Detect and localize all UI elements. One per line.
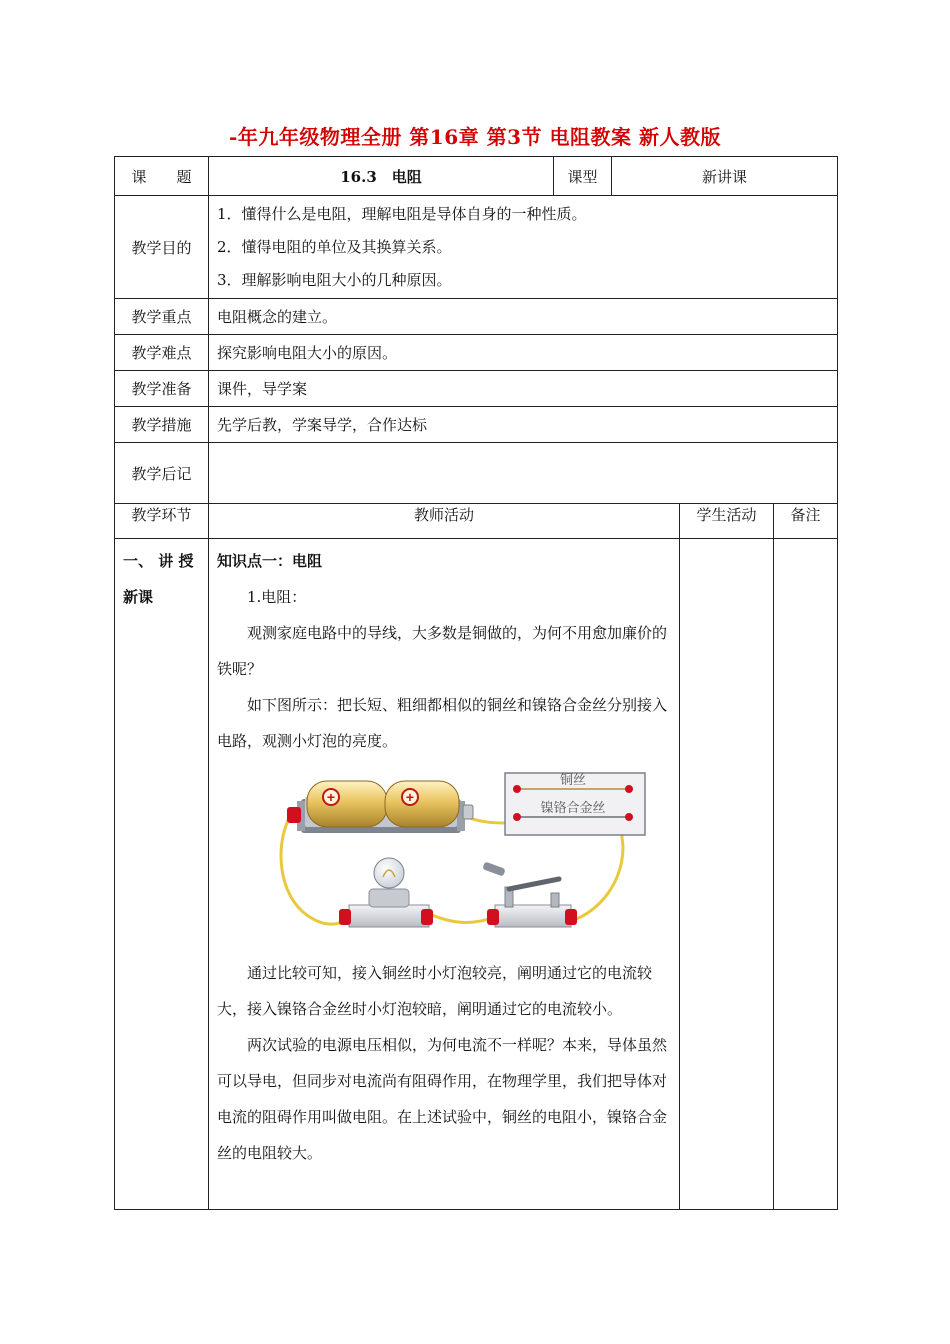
topic-label: 课 题: [115, 157, 209, 196]
key-point-row: [115, 299, 838, 335]
column-header-row: [115, 504, 838, 539]
student-activity-header: 学生活动: [680, 504, 774, 539]
teacher-activity-header: 教师活动: [209, 504, 680, 539]
nichrome-wire-label: 镍铬合金丝: [540, 801, 606, 816]
difficulty-label: 教学难点: [115, 335, 209, 371]
preparation-row: [115, 371, 838, 407]
preparation-label: 教学准备: [115, 371, 209, 407]
lesson-type-value: 新讲课: [612, 157, 838, 196]
notes-label: 教学后记: [115, 443, 209, 504]
measures-row: [115, 407, 838, 443]
topic-value: 16.3 电阻: [209, 157, 554, 196]
switch-icon: [482, 861, 577, 927]
lesson-type-label: 课型: [554, 157, 612, 196]
wire-board: [505, 772, 645, 835]
stage-cell: [115, 539, 209, 1210]
key-point-label: 教学重点: [115, 299, 209, 335]
knowledge-heading: 知识点一：电阻: [217, 552, 323, 570]
preparation-value: 课件，导学案: [209, 371, 838, 407]
goal-item: 3．理解影响电阻大小的几种原因。: [217, 271, 452, 289]
battery-sign: +: [326, 789, 336, 805]
paragraph-4: 两次试验的电源电压相似，为何电流不一样呢？本来，导体虽然可以导电，但同步对电流尚有阻碍作用，在物理学里，我们把导体对电流的阻碍作用叫做电阻。在上述试验中，铜丝的电阻小，镍铬合金丝的电阻较大。: [217, 1036, 668, 1162]
goals-row: [115, 196, 838, 299]
goals-label: 教学目的: [115, 196, 209, 299]
difficulty-row: [115, 335, 838, 371]
goals-list: [209, 196, 838, 299]
sub-heading: 1.电阻：: [247, 588, 307, 606]
measures-value: 先学后教，学案导学，合作达标: [209, 407, 838, 443]
circuit-diagram-svg: [273, 767, 653, 947]
battery-sign: +: [405, 789, 415, 805]
document-title: -年九年级物理全册 第16章 第3节 电阻教案 新人教版: [229, 125, 721, 149]
paragraph-3: 通过比较可知，接入铜丝时小灯泡较亮，阐明通过它的电流较大，接入镍铬合金丝时小灯泡较暗，阐明通过它的电流较小。: [217, 964, 653, 1018]
stage-label-line1: 一、 讲 授: [123, 552, 194, 570]
paragraph-2: 如下图所示：把长短、粗细都相似的铜丝和镍铬合金丝分别接入电路，观测小灯泡的亮度。: [217, 696, 668, 750]
goal-item: 2．懂得电阻的单位及其换算关系。: [217, 238, 452, 256]
student-activity-cell: [680, 539, 774, 1210]
paragraph-1: 观测家庭电路中的导线，大多数是铜做的，为何不用愈加廉价的铁呢？: [217, 624, 668, 678]
key-point-value: 电阻概念的建立。: [209, 299, 838, 335]
remark-cell: [774, 539, 838, 1210]
topic-row: [115, 157, 838, 196]
teacher-activity-cell: [209, 539, 680, 1210]
stage-header: 教学环节: [115, 504, 209, 539]
measures-label: 教学措施: [115, 407, 209, 443]
circuit-diagram: [209, 759, 679, 955]
goal-item: 1．懂得什么是电阻，理解电阻是导体自身的一种性质。: [217, 205, 587, 223]
lesson-content-row: [115, 539, 838, 1210]
bulb-icon: [339, 858, 433, 927]
notes-value: [209, 443, 838, 504]
remark-header: 备注: [774, 504, 838, 539]
lesson-plan-table: [114, 156, 838, 1210]
stage-label-line2: 新课: [123, 588, 154, 606]
difficulty-value: 探究影响电阻大小的原因。: [209, 335, 838, 371]
copper-wire-label: 铜丝: [559, 773, 587, 788]
notes-row: [115, 443, 838, 504]
